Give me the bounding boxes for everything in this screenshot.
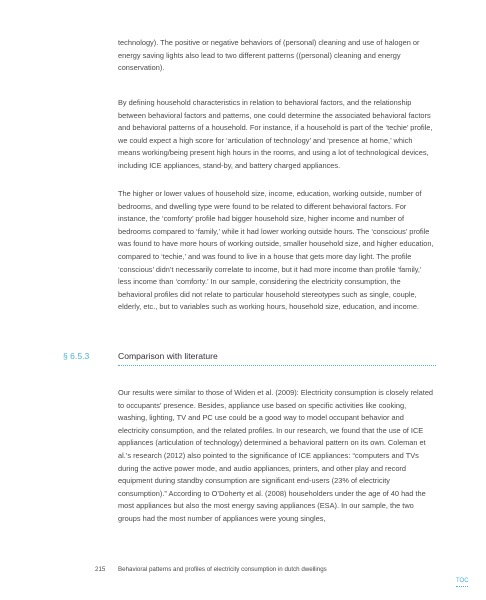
page-number: 215 bbox=[95, 566, 106, 573]
running-title: Behavioral patterns and profiles of electricity consumption in dutch dwellings bbox=[118, 566, 327, 573]
toc-underline bbox=[456, 586, 468, 587]
body-paragraph bbox=[118, 188, 436, 314]
body-paragraph bbox=[118, 37, 436, 75]
toc-link[interactable]: TOC bbox=[456, 578, 469, 584]
paragraph-text: The higher or lower values of household size, income, education, working outside, number of bedrooms, and dwelling type were found to be related to different behavioral factors. For instance, the ‘comforty’ profile had bigger household size, higher income and number of bedrooms compared to ‘family,’ while it had lower working outside hours. The ‘conscious’ profile was found to have more hours of working outside, smaller household size, and higher education, compared to ‘techie,’ and was found to live in a house that gets more day light. The profile ‘conscious’ didn’t necessarily correlate to income, but it had more income than profile ‘family,’ less income than ‘comforty.’ In our sample, considering the electricity consumption, the behavioral profiles did not relate to particular household stereotypes such as single, couple, elderly, etc., but to variables such as working hours, household size, education, and income. bbox=[118, 189, 434, 312]
section-number: § 6.5.3 bbox=[63, 351, 90, 361]
paragraph-text: Our results were similar to those of Widen et al. (2009): Electricity consumption is closely related to occupants’ presence. Besides, appliance use based on specific activities like cooking, washing, lighting, TV and PC use could be a good way to model occupant behavior and electricity consumption, and the related profiles. In our research, we found that the use of ICE appliances (articulation of technology) determined a behavioral pattern on its own. Coleman et al.’s research (2012) also pointed to the significance of ICE appliances: “computers and TVs during the active power mode, and audio appliances, printers, and other play and record equipment during standby consumption are significant end-users (23% of electricity consumption).” According to O’Doherty et al. (2008) householders under the age of 40 had the most appliances but also the most energy saving appliances (ESA). In our sample, the two groups had the most number of appliances were young singles, bbox=[118, 388, 434, 523]
section-divider bbox=[118, 365, 436, 366]
body-paragraph bbox=[118, 97, 436, 173]
section-title: Comparison with literature bbox=[118, 351, 218, 361]
paragraph-text: technology). The positive or negative behaviors of (personal) cleaning and use of halogen or energy saving lights also lead to two different patterns ((personal) cleaning and energy conservation). bbox=[118, 38, 420, 73]
section-heading bbox=[63, 349, 436, 367]
paragraph-text: By defining household characteristics in relation to behavioral factors, and the relationship between behavioral factors and patterns, one could determine the associated behavioral factors and behavioral patterns of a household. For instance, if a household is part of the ‘techie’ profile, we could expect a high score for ‘articulation of technology’ and ‘presence at home,’ which means working/being present high hours in the rooms, and using a lot of technological devices, including ICE appliances, stand-by, and battery charged appliances. bbox=[118, 98, 433, 170]
body-paragraph bbox=[118, 387, 436, 526]
page-footer bbox=[0, 566, 486, 580]
